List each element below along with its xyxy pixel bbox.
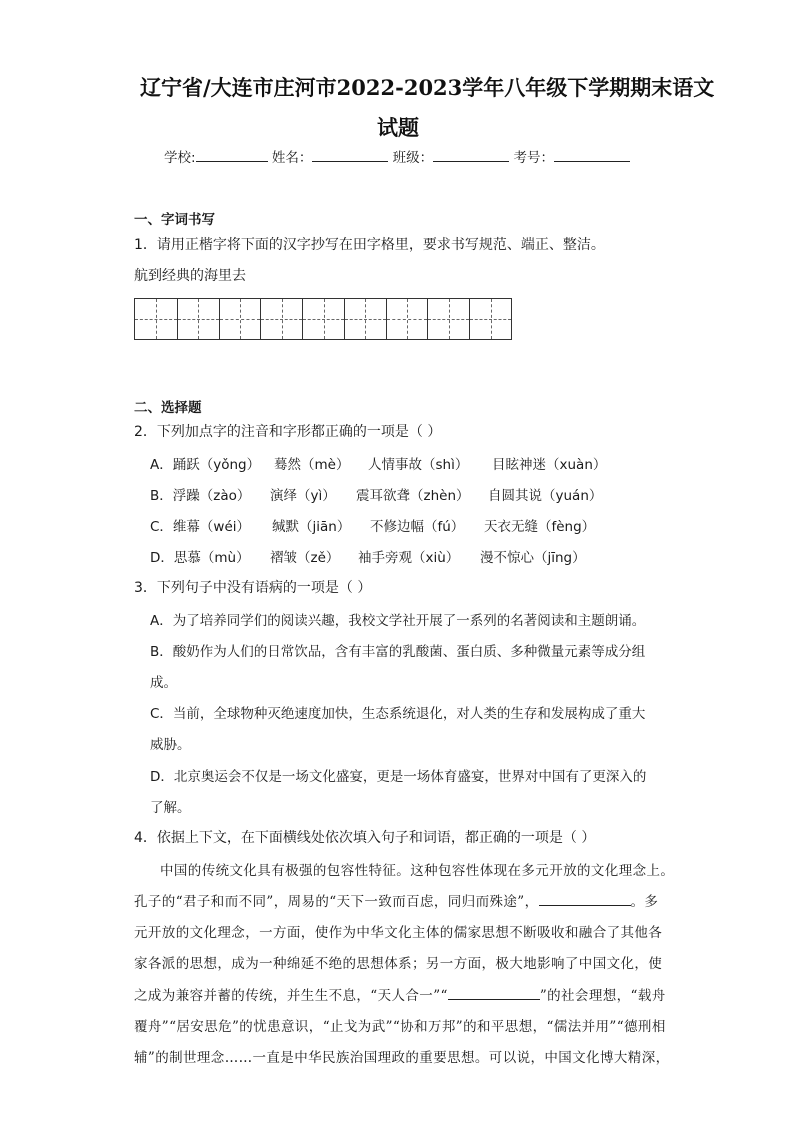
passage-line-4: 家各派的思想，成为一种绵延不绝的思想体系；另一方面，极大地影响了中国文化，使 (134, 956, 663, 972)
exam-no-label: 考号： (513, 150, 554, 166)
school-label: 学校: (164, 150, 196, 166)
class-label: 班级： (392, 150, 434, 166)
q3-option-c-line1[interactable]: C．当前，全球物种灭绝速度加快，生态系统退化，对人类的生存和发展构成了重大 (150, 706, 646, 722)
question-1: 1．请用正楷字将下面的汉字抄写在田字格里，要求书写规范、端正、整洁。 (134, 237, 605, 253)
grid-cell[interactable] (219, 299, 261, 339)
school-blank[interactable] (196, 148, 268, 162)
q3-option-b-line1[interactable]: B．酸奶作为人们的日常饮品，含有丰富的乳酸菌、蛋白质、多种微量元素等成分组 (150, 644, 646, 660)
grid-cell[interactable] (344, 299, 386, 339)
student-info-line (164, 146, 630, 166)
question-4: 4．依据上下文，在下面横线处依次填入句子和词语，都正确的一项是（ ） (134, 830, 596, 846)
tianzige-grid[interactable] (134, 298, 512, 340)
passage-line-5: 之成为兼容并蓄的传统，并生生不息，“天人合一”“ ”的社会理想，“载舟 (134, 988, 666, 1004)
passage-blank-2[interactable] (448, 987, 540, 1000)
passage-line-3: 元开放的文化理念，一方面，使作为中华文化主体的儒家思想不断吸收和融合了其他各 (134, 925, 663, 941)
section1-heading: 一、字词书写 (134, 212, 215, 228)
q3-option-a[interactable]: A．为了培养同学们的阅读兴趣，我校文学社开展了一系列的名著阅读和主题朗诵。 (150, 613, 646, 629)
question-3: 3．下列句子中没有语病的一项是（ ） (134, 580, 372, 596)
section2-heading: 二、选择题 (134, 400, 202, 416)
passage-line-1: 中国的传统文化具有极强的包容性特征。这种包容性体现在多元开放的文化理念上。 (160, 863, 675, 879)
q2-option-a[interactable]: A．踊跃（yǒng） 蓦然（mè） 人情事故（shì） 目眩神迷（xuàn） (150, 457, 607, 473)
grid-cell[interactable] (427, 299, 469, 339)
q3-option-d-line1[interactable]: D．北京奥运会不仅是一场文化盛宴，更是一场体育盛宴，世界对中国有了更深入的 (150, 769, 647, 785)
q3-option-c-line2: 威胁。 (150, 737, 191, 753)
passage-blank-1[interactable] (539, 893, 631, 906)
passage-line-6: 覆舟”“居安思危”的忧患意识，“止戈为武”“协和万邦”的和平思想，“儒法并用”“德刑相 (134, 1019, 666, 1035)
grid-cell[interactable] (302, 299, 344, 339)
q3-option-b-line2: 成。 (150, 675, 177, 691)
doc-title-line1: 辽宁省/大连市庄河市2022-2023学年八年级下学期期末语文 (140, 75, 715, 100)
grid-cell[interactable] (260, 299, 302, 339)
doc-title-line2: 试题 (377, 115, 419, 140)
q2-option-b[interactable]: B．浮躁（zào） 演绎（yì） 震耳欲聋（zhèn） 自圆其说（yuán） (150, 488, 603, 504)
grid-cell[interactable] (469, 299, 511, 339)
name-label: 姓名： (271, 150, 313, 166)
class-blank[interactable] (433, 148, 509, 162)
question-2: 2．下列加点字的注音和字形都正确的一项是（ ） (134, 424, 442, 440)
grid-cell[interactable] (135, 299, 177, 339)
q2-option-c[interactable]: C．维幕（wéi） 缄默（jiān） 不修边幅（fú） 天衣无缝（fèng） (150, 519, 596, 535)
passage-line-2: 孔子的“君子和而不同”，周易的“天下一致而百虑，同归而殊途”， 。多 (134, 894, 659, 910)
grid-cell[interactable] (386, 299, 428, 339)
exam-no-blank[interactable] (554, 148, 630, 162)
grid-cell[interactable] (177, 299, 219, 339)
q3-option-d-line2: 了解。 (150, 800, 191, 816)
passage-line-7: 辅”的制世理念……一直是中华民族治国理政的重要思想。可以说，中国文化博大精深， (134, 1050, 670, 1066)
copy-text: 航到经典的海里去 (134, 268, 246, 284)
q2-option-d[interactable]: D．思慕（mù） 褶皱（zě） 袖手旁观（xiù） 漫不惊心（jīng） (150, 550, 586, 566)
name-blank[interactable] (312, 148, 388, 162)
